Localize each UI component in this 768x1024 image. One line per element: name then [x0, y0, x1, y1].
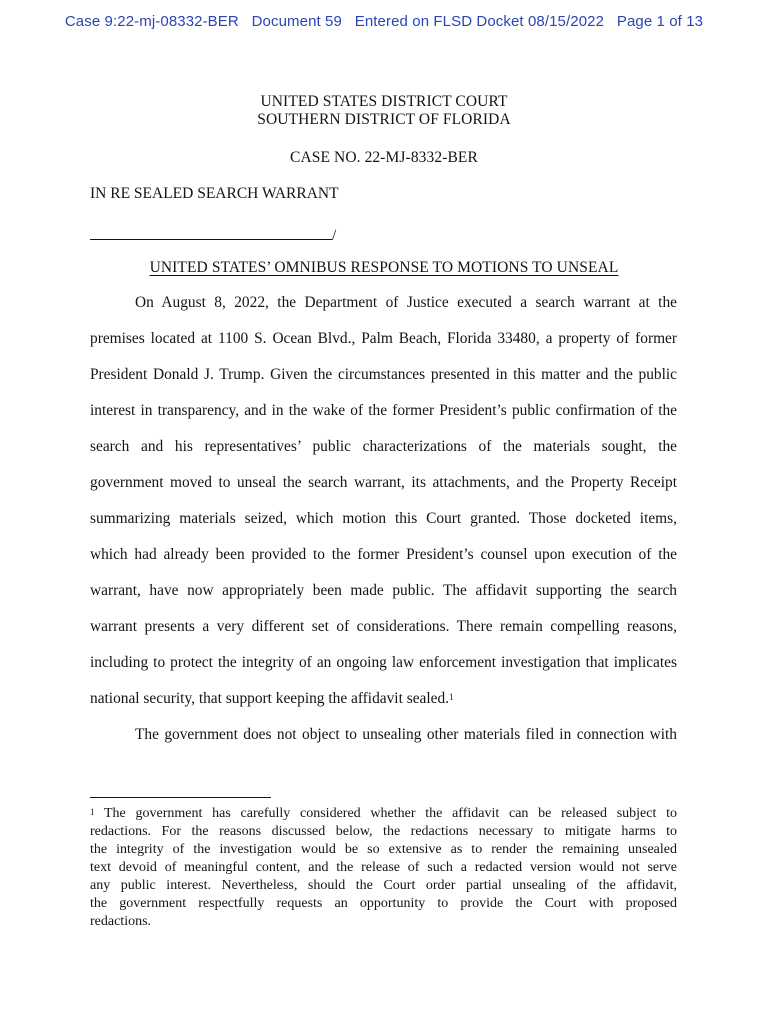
body-line-5: search and his representatives’ public characterizations of the materials sought, the [90, 438, 677, 455]
body-line-9: warrant, have now appropriately been made public. The affidavit supporting the search [90, 582, 677, 599]
body-line-6: government moved to unseal the search warrant, its attachments, and the Property Receipt [90, 474, 677, 491]
body-line-12-text: national security, that support keeping the affidavit sealed. [90, 690, 450, 707]
caption-signature-rule [90, 227, 336, 245]
body-line-12 [90, 690, 677, 708]
caption-slash: / [332, 227, 337, 244]
docket-header: Case 9:22-mj-08332-BER Document 59 Entered on FLSD Docket 08/15/2022 Page 1 of 13 [64, 13, 704, 30]
document-title: UNITED STATES’ OMNIBUS RESPONSE TO MOTIONS TO UNSEAL [149, 259, 619, 276]
court-name-line2: SOUTHERN DISTRICT OF FLORIDA [257, 111, 511, 128]
footnote-line-1-text: The government has carefully considered whether the affidavit can be released subject to [104, 806, 678, 821]
body-line-10: warrant presents a very different set of considerations. There remain compelling reasons, [90, 618, 677, 635]
footnote-line-2: redactions. For the reasons discussed below, the redactions necessary to mitigate harms to [90, 824, 677, 839]
body-line-11: including to protect the integrity of an ongoing law enforcement investigation that implicates [90, 654, 677, 671]
court-name-line1: UNITED STATES DISTRICT COURT [260, 93, 508, 110]
footnote-line-3: the integrity of the investigation would be so extensive as to render the remaining unsealed [90, 842, 677, 857]
case-number: CASE NO. 22-MJ-8332-BER [290, 149, 478, 166]
body-line-1: On August 8, 2022, the Department of Justice executed a search warrant at the [135, 294, 677, 311]
body-para2-line-1: The government does not object to unsealing other materials filed in connection with [135, 726, 677, 743]
footnote-line-7: redactions. [90, 914, 152, 929]
body-line-8: which had already been provided to the former President’s counsel upon execution of the [90, 546, 677, 563]
footnote-line-6: the government respectfully requests an opportunity to provide the Court with proposed [90, 896, 677, 911]
body-line-2: premises located at 1100 S. Ocean Blvd., Palm Beach, Florida 33480, a property of former [90, 330, 677, 347]
body-line-4: interest in transparency, and in the wake of the former President’s public confirmation of the [90, 402, 677, 419]
footnote-line-5: any public interest. Nevertheless, should the Court order partial unsealing of the affidavit, [90, 878, 677, 893]
footnote-marker: 1 [90, 807, 95, 817]
body-line-3: President Donald J. Trump. Given the circumstances presented in this matter and the public [90, 366, 677, 383]
footnote-reference: 1 [449, 692, 454, 702]
footnote-separator [90, 797, 271, 798]
case-caption-in-re: IN RE SEALED SEARCH WARRANT [90, 185, 339, 202]
footnote-line-4: text devoid of meaningful content, and the release of such a redacted version would not serve [90, 860, 677, 875]
body-line-7: summarizing materials seized, which motion this Court granted. Those docketed items, [90, 510, 677, 527]
footnote-line-1 [90, 806, 677, 822]
